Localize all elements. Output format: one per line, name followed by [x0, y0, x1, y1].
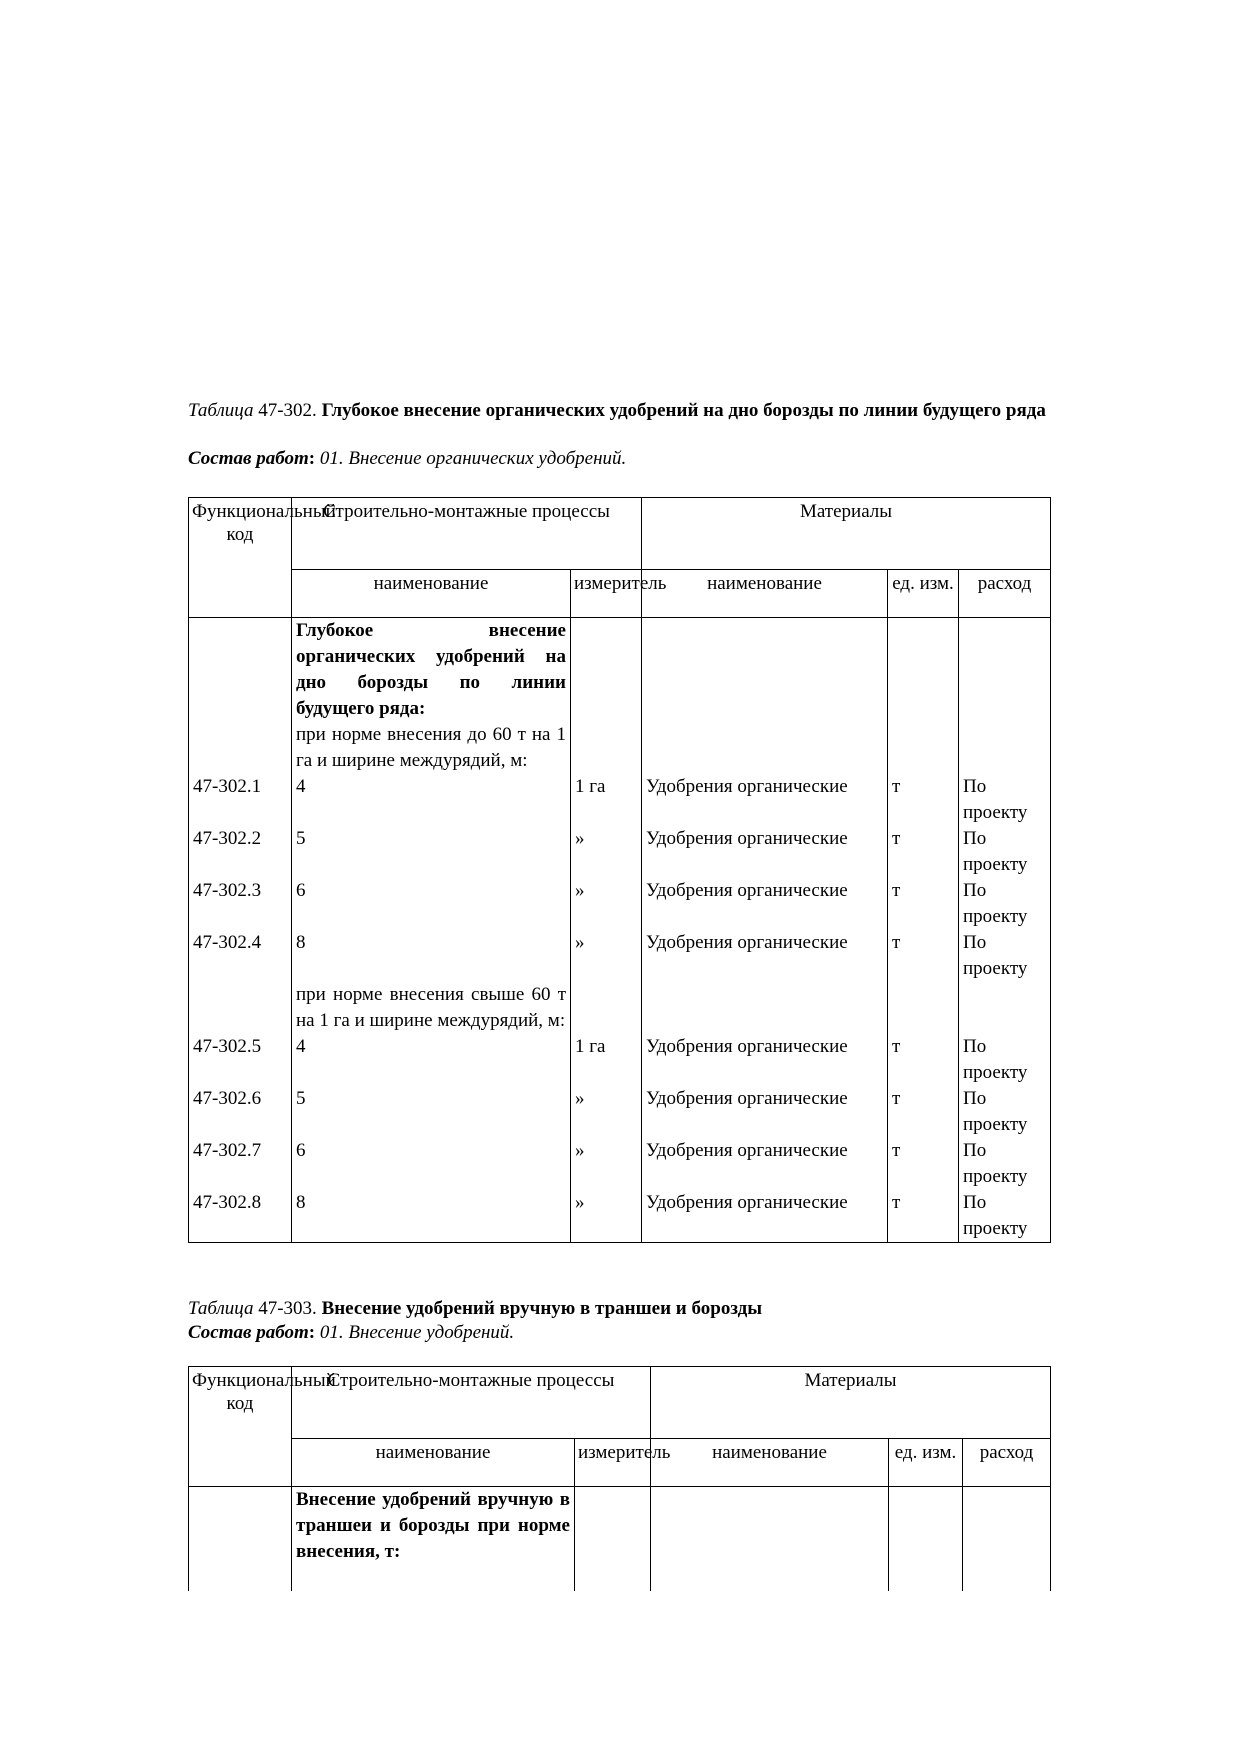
composition-text: 01. Внесение органических удобрений. [315, 448, 627, 469]
table-row [189, 982, 1051, 1034]
header-material-name: наименование [642, 570, 888, 618]
table-row [189, 618, 1051, 723]
header-unit: ед. изм. [888, 570, 959, 618]
header-material-name: наименование [651, 1439, 889, 1487]
table-47-303-caption [188, 1298, 1050, 1320]
header-meter: измеритель [575, 1439, 651, 1487]
header-materials: Материалы [642, 498, 1051, 570]
header-meter: измеритель [571, 570, 642, 618]
table-row: 47-302.2 5 » Удобрения органические т По проекту [189, 826, 1051, 878]
group-title: Глубокое внесение органических удобрений на дно борозды по линии будущего ряда: [292, 618, 571, 723]
table-row: 47-302.3 6 » Удобрения органические т По проекту [189, 878, 1051, 930]
header-consumption: расход [959, 570, 1051, 618]
composition-label: Состав работ [188, 448, 309, 469]
table-row: 47-302.6 5 » Удобрения органические т По проекту [189, 1086, 1051, 1138]
table-row: 47-302.8 8 » Удобрения органические т По проекту [189, 1190, 1051, 1243]
table-47-302-composition: Состав работ: 01. Внесение органических удобрений. [188, 448, 627, 469]
header-materials: Материалы [651, 1367, 1051, 1439]
subgroup-title: при норме внесения свыше 60 т на 1 га и ширине междурядий, м: [292, 982, 571, 1034]
table-47-303 [188, 1366, 1051, 1591]
subgroup-title: при норме внесения до 60 т на 1 га и ширине междурядий, м: [292, 722, 571, 774]
table-47-302 [188, 497, 1051, 1243]
caption-number: 47-303. [253, 1298, 317, 1319]
table-row: 47-302.4 8 » Удобрения органические т По проекту [189, 930, 1051, 982]
table-row [189, 722, 1051, 774]
header-code: Функциональный код [189, 498, 292, 618]
group-title: Внесение удобрений вручную в траншеи и борозды при норме внесения, т: [292, 1487, 575, 1591]
table-47-302-caption [188, 400, 1050, 422]
header-unit: ед. изм. [889, 1439, 963, 1487]
composition-label: Состав работ [188, 1322, 309, 1343]
caption-number: 47-302. [253, 400, 317, 421]
caption-label: Таблица [188, 1298, 254, 1319]
table-47-303-composition: Состав работ: 01. Внесение удобрений. [188, 1322, 515, 1343]
caption-title: Глубокое внесение органических удобрений на дно борозды по линии будущего ряда [321, 400, 1046, 421]
header-processes: Строительно-монтажные процессы [292, 498, 642, 570]
header-name: наименование [292, 1439, 575, 1487]
table-row: 47-302.1 4 1 га Удобрения органические т По проекту [189, 774, 1051, 826]
caption-label: Таблица [188, 400, 254, 421]
composition-text: 01. Внесение удобрений. [315, 1322, 515, 1343]
table-row: 47-302.7 6 » Удобрения органические т По проекту [189, 1138, 1051, 1190]
header-processes: Строительно-монтажные процессы [292, 1367, 651, 1439]
header-consumption: расход [963, 1439, 1051, 1487]
header-code: Функциональный код [189, 1367, 292, 1487]
table-row: 47-302.5 4 1 га Удобрения органические т По проекту [189, 1034, 1051, 1086]
table-row [189, 1487, 1051, 1591]
header-name: наименование [292, 570, 571, 618]
caption-title: Внесение удобрений вручную в траншеи и борозды [321, 1298, 763, 1319]
